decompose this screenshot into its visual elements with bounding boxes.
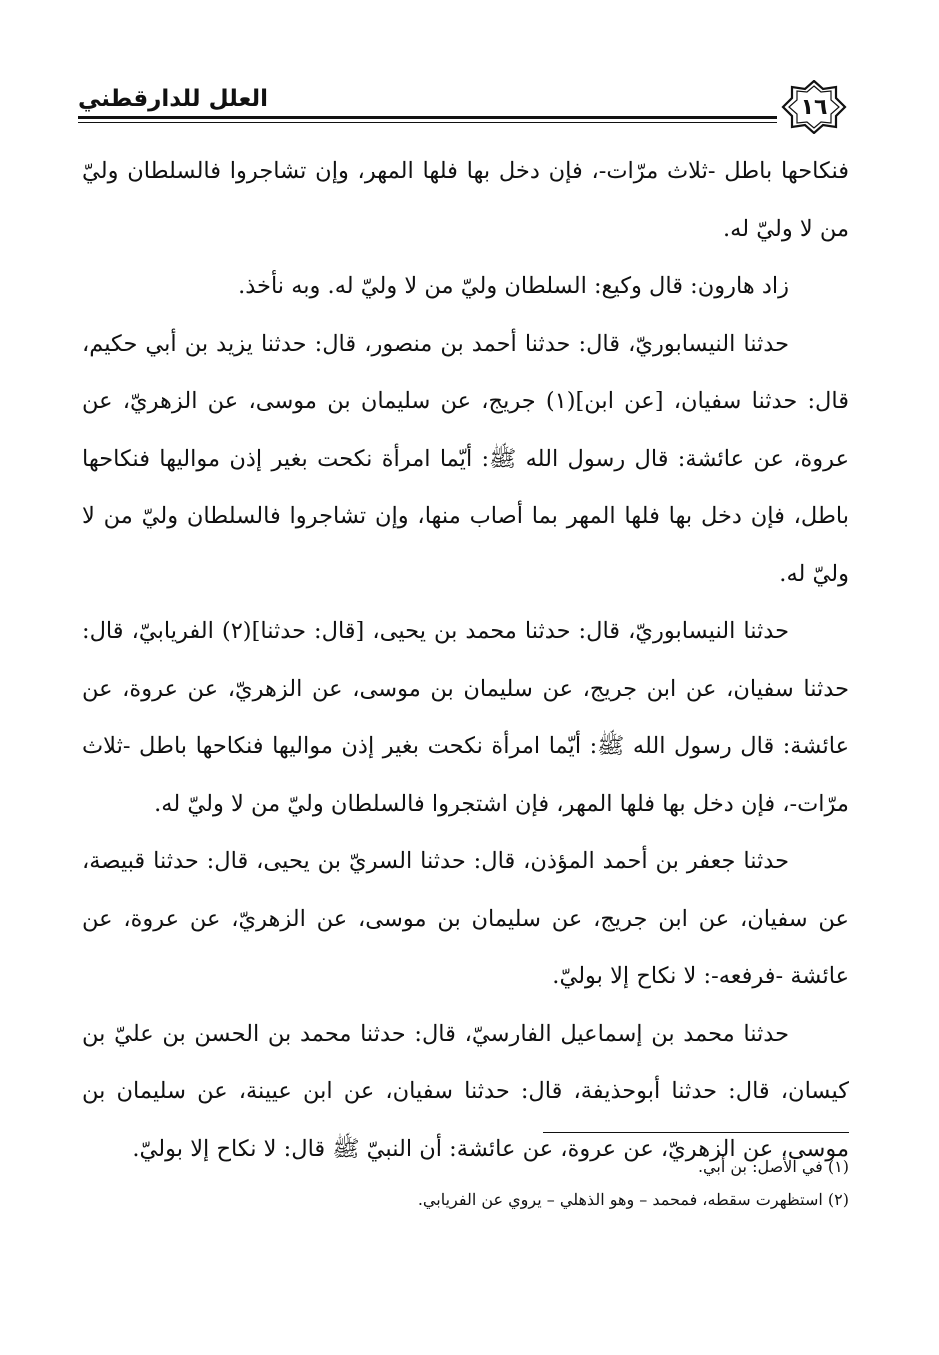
paragraph: فنكاحها باطل -ثلاث مرّات-، فإن دخل بها فلها المهر، وإن تشاجروا فالسلطان وليّ من لا وليّ له. (82, 158, 849, 242)
running-title: العلل للدارقطني (78, 86, 268, 112)
main-text (82, 143, 849, 1178)
header-rule (78, 116, 777, 123)
footnote: (٢) استظهرت سقطه، فمحمد – وهو الذهلي – يروي عن الفريابي. (417, 1190, 849, 1209)
footnote: (١) في الأصل: بن أبي. (697, 1157, 849, 1176)
paragraph: حدثنا النيسابوريّ، قال: حدثنا أحمد بن منصور، قال: حدثنا يزيد بن أبي حكيم، قال: حدثنا سفيان، [عن ابن](١) جريج، عن سليمان بن موسى، عن الزهريّ، عن عروة، عن عائشة: قال رسول الله ﷺ: أيّما امرأة نكحت بغير إذن مواليها فنكاحها باطل، فإن دخل بها فلها المهر بما أصاب منها، وإن تشاجروا فالسلطان وليّ من لا وليّ له. (82, 330, 849, 587)
paragraph: حدثنا النيسابوريّ، قال: حدثنا محمد بن يحيى، [قال: حدثنا](٢) الفريابيّ، قال: حدثنا سفيان، عن ابن جريج، عن سليمان بن موسى، عن الزهريّ، عن عروة، عن عائشة: قال رسول الله ﷺ: أيّما امرأة نكحت بغير إذن مواليها فنكاحها باطل -ثلاث مرّات-، فإن دخل بها فلها المهر، فإن اشتجروا فالسلطان وليّ من لا وليّ له. (82, 618, 849, 817)
paragraph: حدثنا محمد بن إسماعيل الفارسيّ، قال: حدثنا محمد بن الحسن بن عليّ بن كيسان، قال: حدثنا أبوحذيفة، قال: حدثنا سفيان، عن ابن عيينة، عن سليمان بن موسى، عن الزهريّ، عن عروة، عن عائشة: أن النبيّ ﷺ قال: لا نكاح إلا بوليّ. (82, 1020, 849, 1162)
page-number: ١٦ (800, 94, 828, 120)
page-header (78, 80, 847, 134)
paragraph: زاد هارون: قال وكيع: السلطان وليّ من لا وليّ له. وبه نأخذ. (238, 273, 789, 299)
footnotes (82, 1150, 849, 1216)
paragraph: حدثنا جعفر بن أحمد المؤذن، قال: حدثنا السريّ بن يحيى، قال: حدثنا قبيصة، عن سفيان، عن ابن جريج، عن سليمان بن موسى، عن الزهريّ، عن عروة، عن عائشة -فرفعه-: لا نكاح إلا بوليّ. (82, 848, 849, 989)
footnote-divider (543, 1132, 849, 1133)
